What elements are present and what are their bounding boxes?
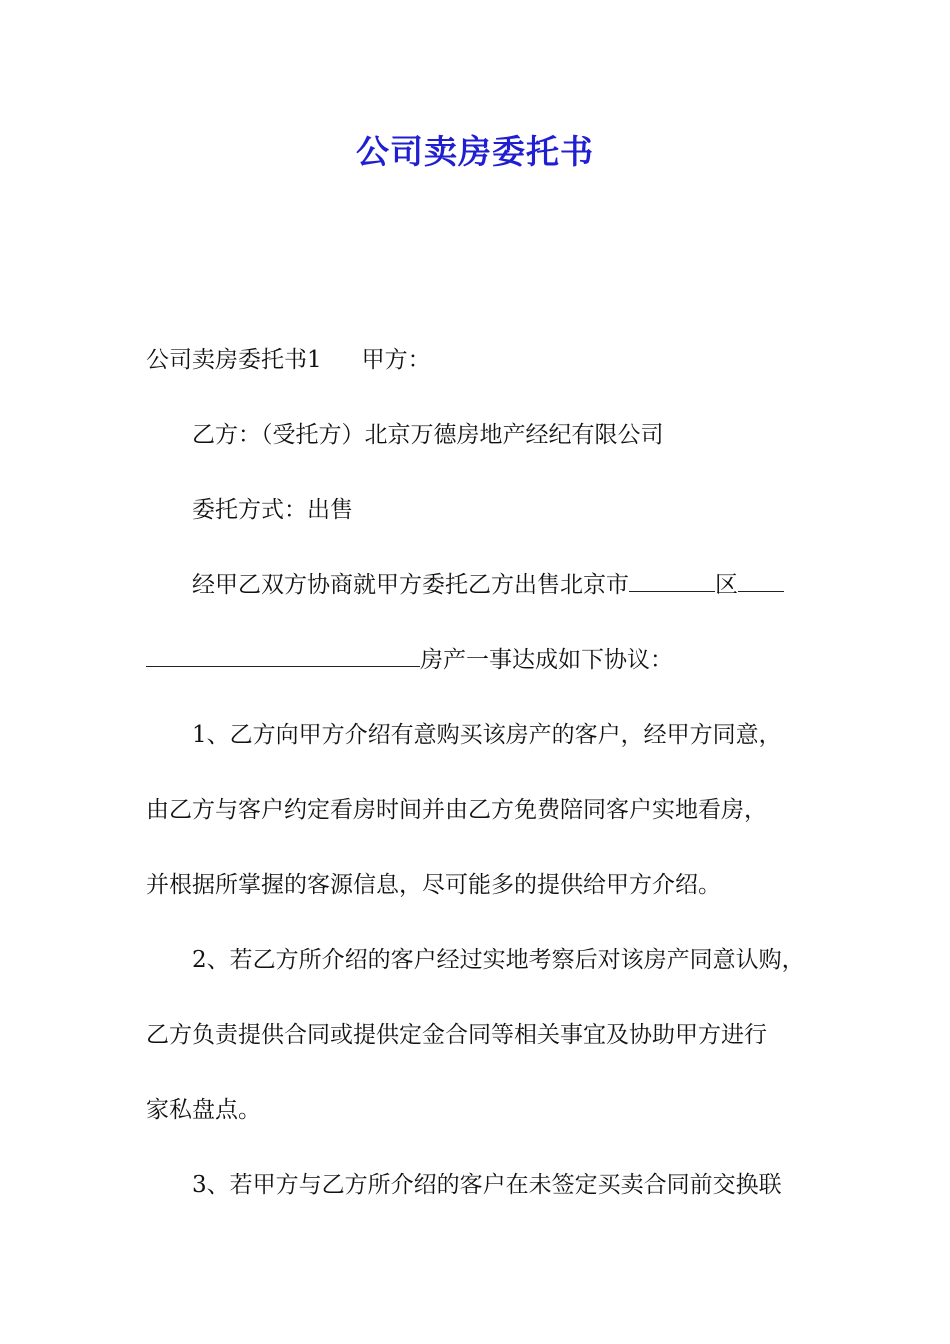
clause-1-line-3: 并根据所掌握的客源信息，尽可能多的提供给甲方介绍。 — [146, 872, 721, 898]
agreement-intro-line-2 — [146, 644, 673, 676]
district-blank — [629, 569, 715, 592]
document-title: 公司卖房委托书 — [356, 132, 594, 171]
clause-2-line-2: 乙方负责提供合同或提供定金合同等相关事宜及协助甲方进行 — [146, 1022, 767, 1048]
party-a-label: 甲方： — [361, 347, 431, 373]
district-label: 区 — [715, 572, 738, 598]
clause-2-line-3: 家私盘点。 — [146, 1097, 261, 1123]
clause-2-line-1: 2、若乙方所介绍的客户经过实地考察后对该房产同意认购， — [192, 947, 805, 973]
address-blank — [146, 644, 420, 667]
subtitle-text: 公司卖房委托书1 — [146, 347, 322, 373]
address-blank-start — [738, 569, 784, 592]
clause-1-line-1: 1、乙方向甲方介绍有意购买该房产的客户，经甲方同意， — [192, 722, 782, 748]
entrust-method-line: 委托方式：出售 — [192, 497, 353, 523]
clause-3-line-1: 3、若甲方与乙方所介绍的客户在未签定买卖合同前交换联 — [192, 1172, 782, 1198]
agreement-intro-text: 经甲乙双方协商就甲方委托乙方出售北京市 — [192, 572, 629, 598]
agreement-intro-line — [192, 569, 784, 601]
clause-1-line-2: 由乙方与客户约定看房时间并由乙方免费陪同客户实地看房， — [146, 797, 767, 823]
agreement-intro-text-2: 房产一事达成如下协议： — [420, 647, 673, 673]
paragraph-line-1 — [146, 344, 431, 376]
party-b-line: 乙方：（受托方）北京万德房地产经纪有限公司 — [192, 422, 664, 448]
